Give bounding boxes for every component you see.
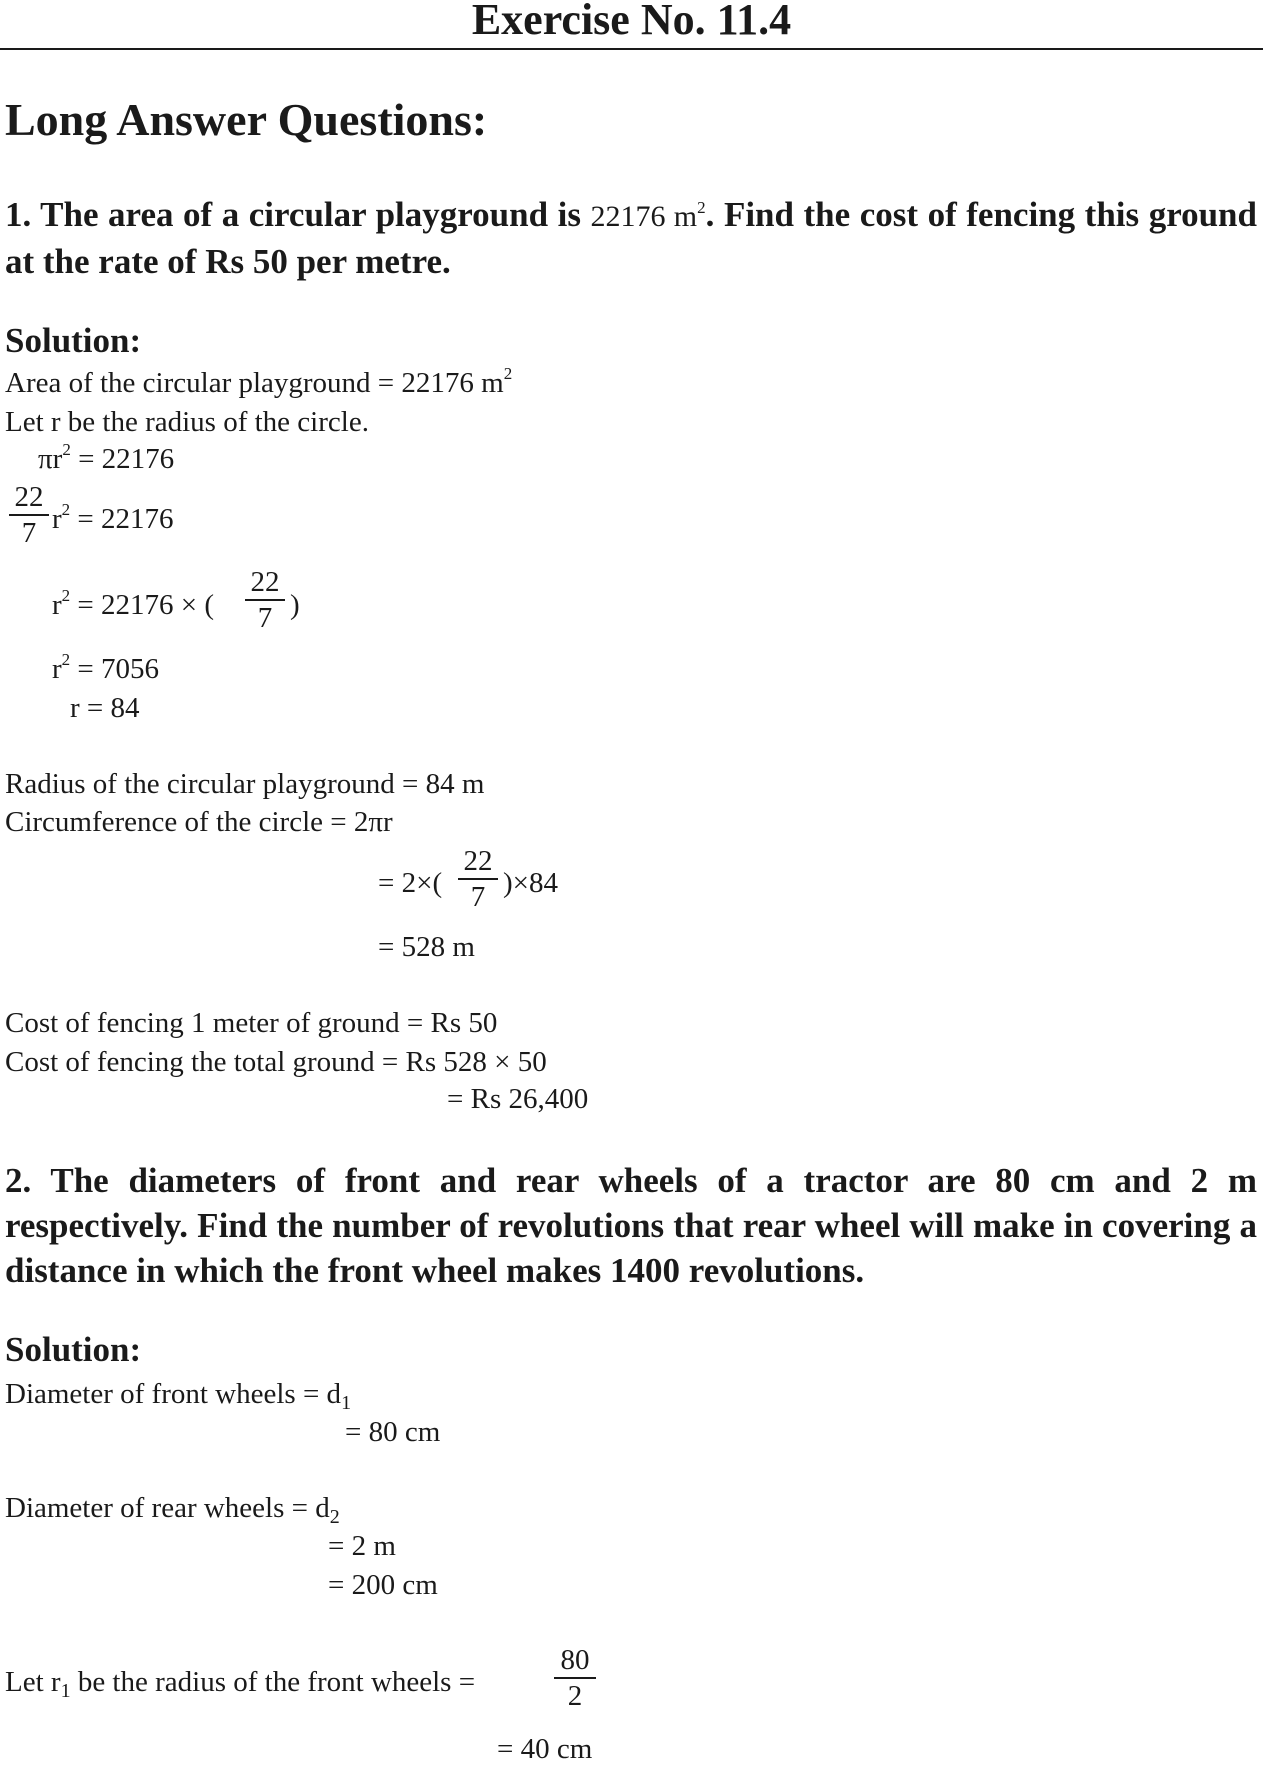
equation-r-squared-b: $r^2 = 22176$ × (: [52, 586, 215, 621]
title-divider: [0, 48, 1263, 50]
solution-2-r1-line: Let $r_1$ be the radius of the front wheels =: [5, 1666, 476, 1702]
solution-2-d2-value-m: = 2 m: [328, 1530, 396, 1562]
equation-pi-r-squared: $\pi r^2 = 22176$: [38, 440, 175, 475]
solution-1-cost-total: Cost of fencing the total ground = Rs 528 × 50: [5, 1046, 547, 1078]
solution-2-d2-value-cm: = 200 cm: [328, 1569, 438, 1601]
solution-1-cost-result: = Rs 26,400: [447, 1083, 589, 1115]
solution-1-area-line: Area of the circular playground = 22176 $m^2$: [5, 364, 513, 399]
solution-2-label: Solution:: [5, 1330, 142, 1369]
equation-r-value: r = 84: [70, 692, 140, 724]
fraction-22-over-7: 22 7: [458, 846, 498, 912]
equation-r-squared-a: $r^2 = 22176$: [52, 500, 174, 535]
question-1-text-b: . Find the cost of fencing this ground at the rate of Rs 50 per metre.: [5, 195, 1257, 281]
solution-2-d1-value: = 80 cm: [345, 1416, 441, 1448]
question-2: 2. The diameters of front and rear wheels of a tractor are 80 cm and 2 m respectively. Find the number of revolutions that rear wheel will make in covering a distance in which the front wheel makes 1400 revolutions.: [5, 1161, 1257, 1290]
circumference-eq-right: )×84: [503, 867, 559, 899]
closing-paren: ): [290, 589, 300, 621]
fraction-22-over-7: 22 7: [245, 567, 285, 633]
solution-1-cost-per-meter: Cost of fencing 1 meter of ground = Rs 50: [5, 1007, 498, 1039]
solution-1-label: Solution:: [5, 321, 142, 360]
circumference-eq-left: = 2×(: [378, 867, 443, 899]
circumference-result: = 528 m: [378, 931, 475, 963]
question-1: [5, 192, 1257, 284]
question-1-text-a: 1. The area of a circular playground is: [5, 195, 591, 234]
fraction-80-over-2: 80 2: [554, 1645, 596, 1711]
solution-1-radius-line: Radius of the circular playground = 84 m: [5, 768, 485, 800]
solution-2-r1-value: = 40 cm: [497, 1733, 593, 1765]
fraction-22-over-7: 22 7: [9, 482, 49, 548]
question-1-area-value: 22176 $m^2$: [590, 198, 706, 233]
equation-r-squared-c: $r^2 = 7056$: [52, 650, 160, 685]
solution-2-d2-line: Diameter of rear wheels = $d_2$: [5, 1492, 340, 1528]
solution-1-circumference-line: Circumference of the circle = 2πr: [5, 806, 393, 838]
solution-1-let-r-line: Let r be the radius of the circle.: [5, 406, 369, 438]
exercise-title: Exercise No. 11.4: [471, 0, 792, 44]
solution-2-d1-line: Diameter of front wheels = $d_1$: [5, 1378, 352, 1414]
section-heading: Long Answer Questions:: [5, 94, 488, 145]
